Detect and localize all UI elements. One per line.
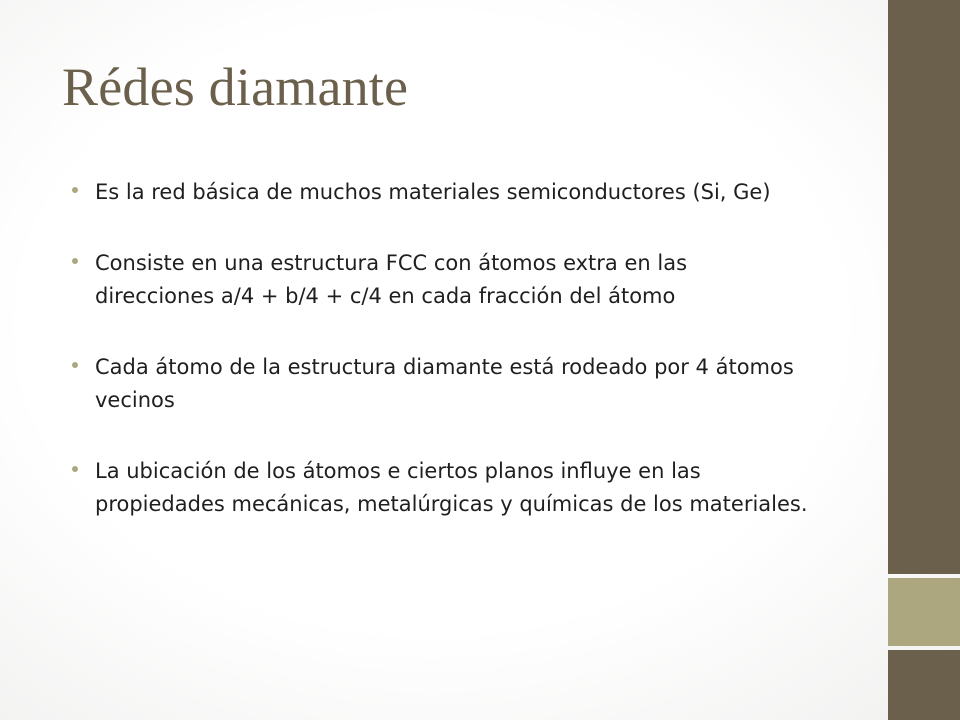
bullet-item: [72, 455, 812, 521]
bullet-text: La ubicación de los átomos e ciertos planos influye en las propiedades mecánicas, metalúrgicas y químicas de los materiales.: [95, 459, 808, 516]
bullet-item: [72, 247, 812, 313]
bullet-item: [72, 351, 812, 417]
sidebar-band-top: [888, 0, 960, 574]
bullet-text: Consiste en una estructura FCC con átomos extra en las direcciones a/4 + b/4 + c/4 en cada fracción del átomo: [95, 251, 688, 308]
bullet-text: Cada átomo de la estructura diamante está rodeado por 4 átomos vecinos: [95, 355, 794, 412]
bullet-text: Es la red básica de muchos materiales semiconductores (Si, Ge): [95, 180, 771, 204]
slide-title: Rédes diamante: [62, 57, 409, 117]
sidebar-band-bottom: [888, 650, 960, 720]
sidebar-band-accent: [888, 578, 960, 646]
bullet-marker-icon: [72, 187, 78, 193]
bullet-list: [72, 176, 812, 559]
decorative-sidebar: [888, 0, 960, 720]
bullet-item: [72, 176, 812, 209]
bullet-marker-icon: [72, 362, 78, 368]
bullet-marker-icon: [72, 258, 78, 264]
bullet-marker-icon: [72, 466, 78, 472]
